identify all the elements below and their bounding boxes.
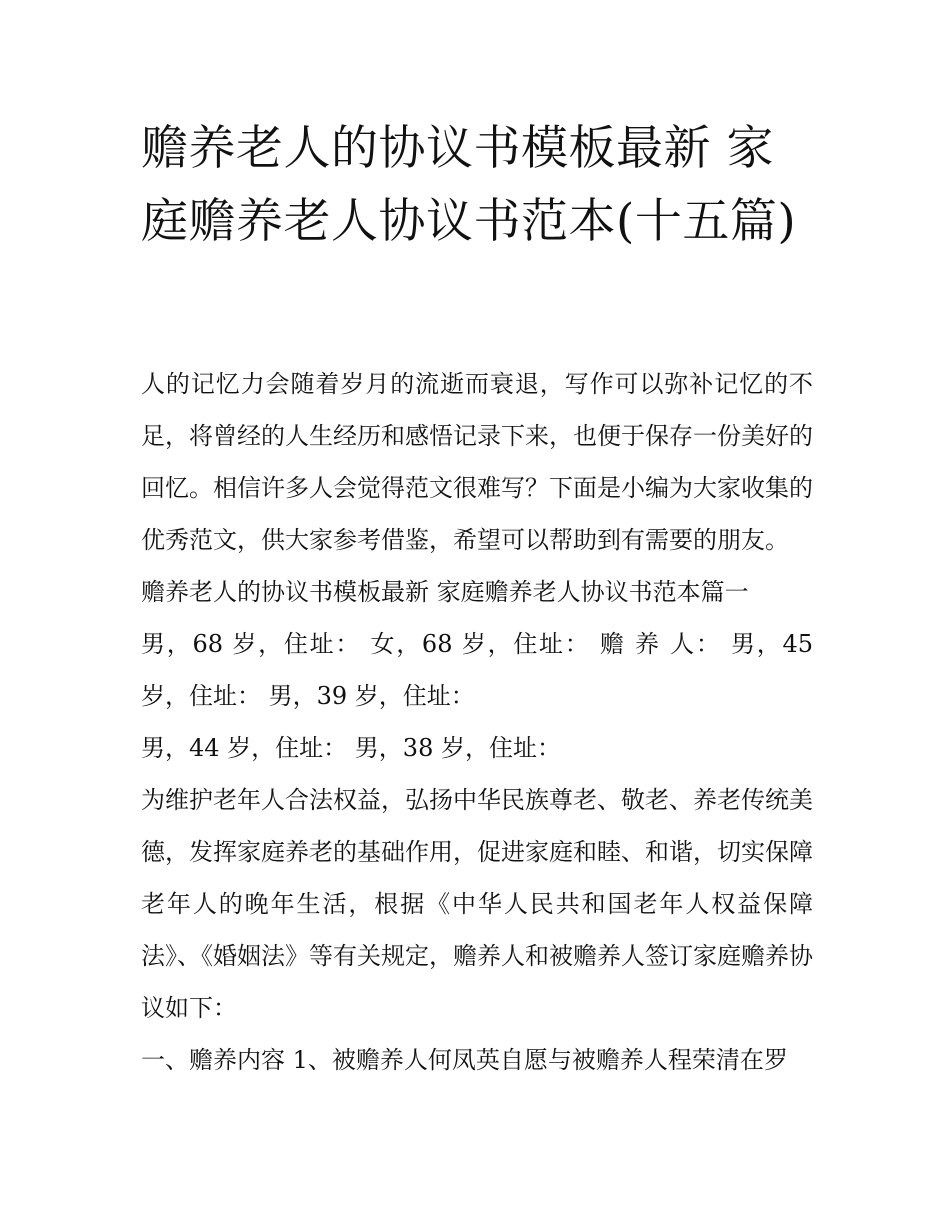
document-title: 赡养老人的协议书模板最新 家庭赡养老人协议书范本(十五篇): [141, 121, 797, 249]
document-body: [141, 358, 813, 1086]
clause-paragraph: 一、赡养内容 1、被赡养人何凤英自愿与被赡养人程荣清在罗: [141, 1046, 788, 1074]
parties-paragraph-continued: 男，44 岁，住址： 男，38 岁，住址：: [141, 734, 561, 762]
document-page: [141, 112, 821, 1074]
intro-paragraph: 人的记忆力会随着岁月的流逝而衰退，写作可以弥补记忆的不足，将曾经的人生经历和感悟记录下来，也便于保存一份美好的回忆。相信许多人会觉得范文很难写？下面是小编为大家收集的优秀范文，供大家参考借鉴，希望可以帮助到有需要的朋友。: [141, 370, 813, 554]
purpose-paragraph: 为维护老年人合法权益，弘扬中华民族尊老、敬老、养老传统美德，发挥家庭养老的基础作用，促进家庭和睦、和谐，切实保障老年人的晚年生活，根据《中华人民共和国老年人权益保障法》、《婚姻法》等有关规定，赡养人和被赡养人签订家庭赡养协议如下：: [141, 786, 813, 1022]
parties-paragraph: 男，68 岁，住址： 女，68 岁，住址： 赡 养 人： 男，45 岁，住址： 男，39 岁，住址：: [141, 630, 813, 710]
section-heading: 赡养老人的协议书模板最新 家庭赡养老人协议书范本篇一: [141, 578, 749, 606]
